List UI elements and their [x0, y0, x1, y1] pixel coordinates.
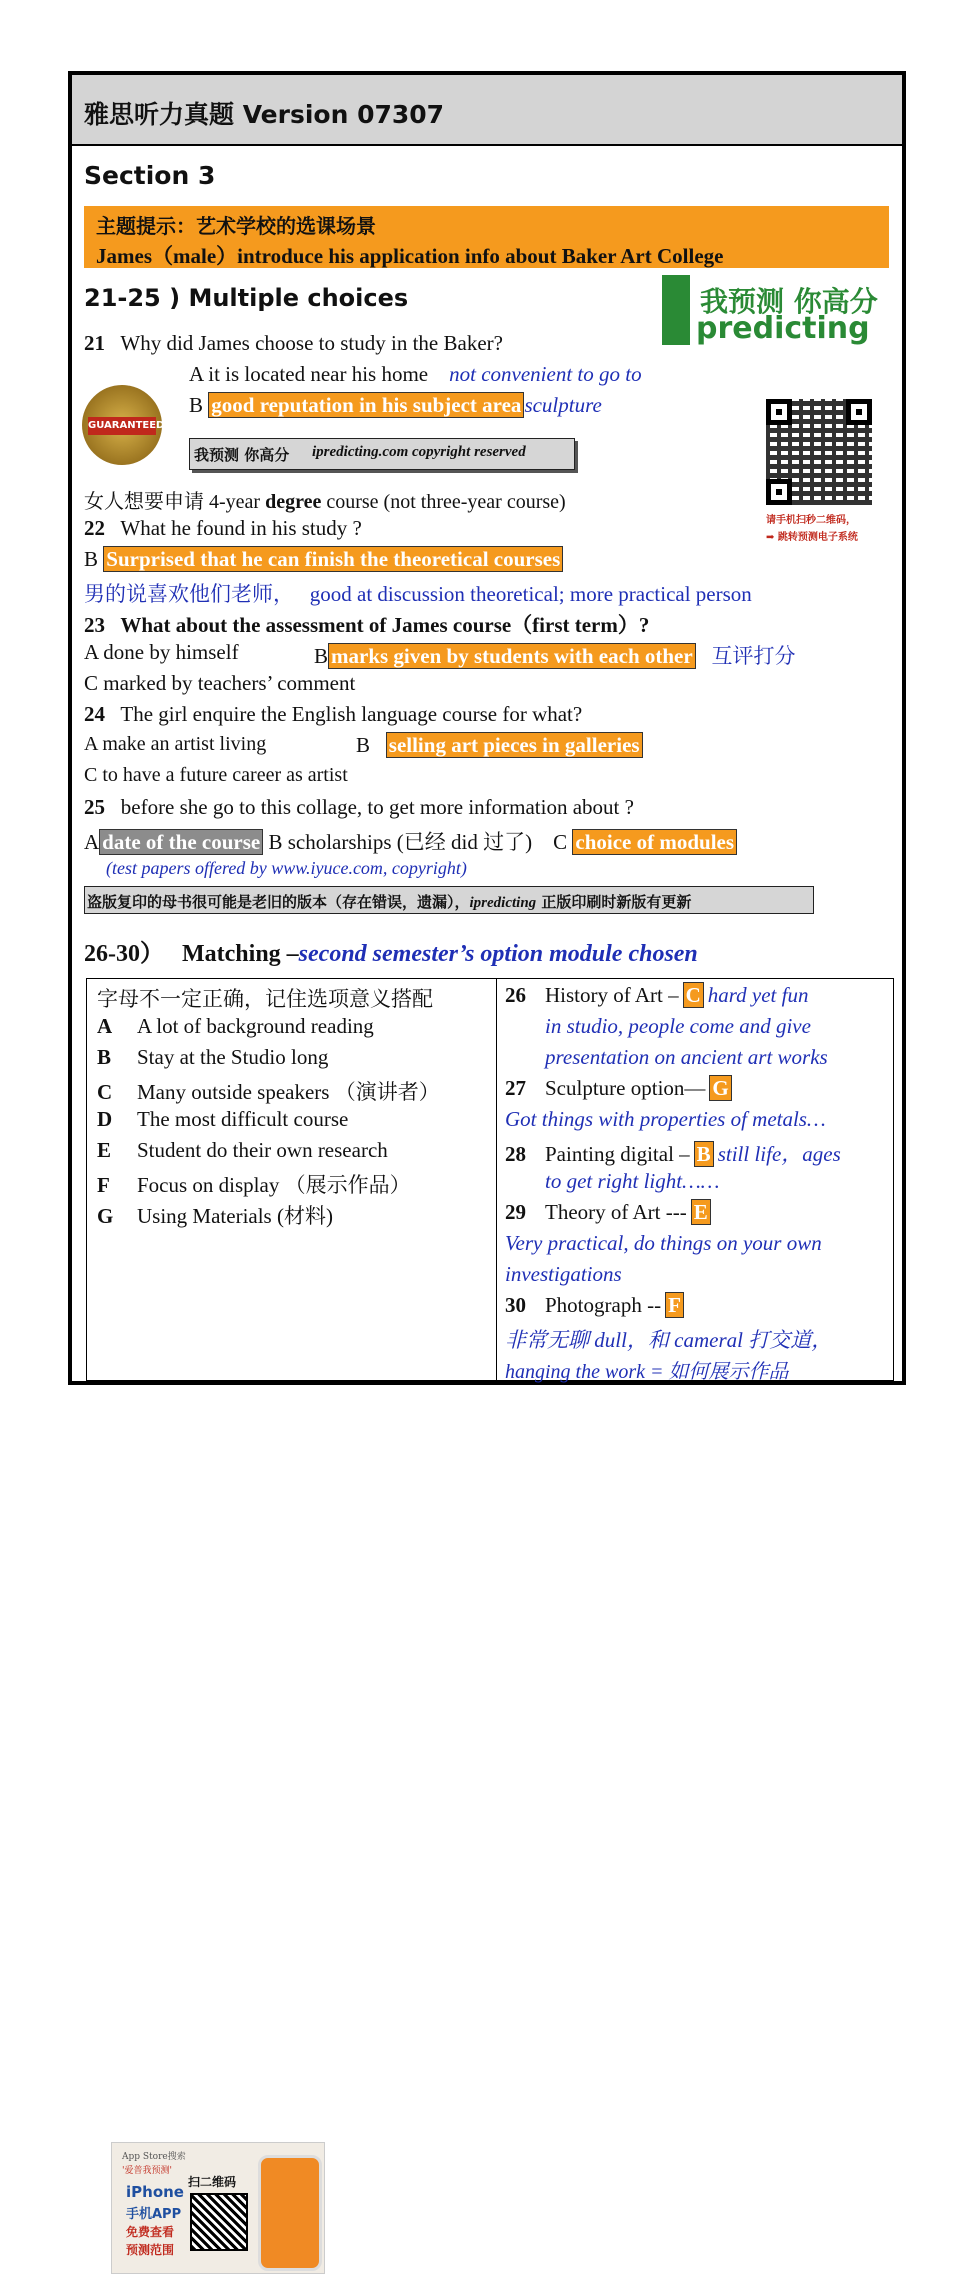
- q25-question: [84, 795, 634, 820]
- piracy-warning-part1: 盗版复印的母书很可能是老旧的版本（存在错误，遗漏），: [87, 893, 470, 911]
- option-item: [97, 1200, 333, 1230]
- q25-letter-a: A: [84, 830, 100, 854]
- q24-option-a: A make an artist living: [84, 733, 267, 755]
- topic-line-cn: 主题提示：艺术学校的选课场景: [96, 214, 376, 238]
- q27-answer: G: [709, 1075, 731, 1101]
- q24-text: The girl enquire the English language course for what?: [120, 702, 583, 726]
- q24-answer: selling art pieces in galleries: [386, 732, 643, 758]
- q23-option-c: C marked by teachers’ comment: [84, 671, 356, 695]
- degree-note-prefix: 女人想要申请 4-year: [84, 491, 266, 513]
- option-letter: B: [97, 1045, 112, 1069]
- piracy-warning-part2: 正版印刷时新版有更新: [536, 893, 692, 911]
- q21-letter-b: B: [189, 393, 204, 417]
- app-ad-free: 免费查看: [126, 2225, 175, 2239]
- q22-note-en: good at discussion theoretical; more practical person: [309, 582, 752, 606]
- piracy-warning-italic: ipredicting: [469, 895, 537, 911]
- option-letter: C: [97, 1080, 113, 1104]
- q23-number: 23: [84, 613, 105, 637]
- q30-label: Photograph --: [545, 1293, 662, 1317]
- degree-note-suffix: course (not three-year course): [321, 491, 566, 513]
- q23-letter-b: B: [314, 644, 329, 668]
- app-ad-qr-icon: [190, 2193, 248, 2251]
- q21-answer: good reputation in his subject area: [208, 392, 524, 418]
- part2-range: 26-30）: [84, 941, 164, 967]
- q27-label: Sculpture option—: [545, 1076, 706, 1100]
- degree-note-bold: degree: [265, 491, 322, 513]
- q25-option-b: B scholarships (已经 did 过了): [268, 830, 533, 854]
- option-item: [97, 1107, 348, 1132]
- q21-text: Why did James choose to study in the Baker?: [120, 331, 503, 355]
- q22-question: [84, 516, 362, 541]
- q26-number: 26: [505, 983, 526, 1007]
- q22-letter: B: [84, 547, 99, 571]
- option-letter: G: [97, 1204, 114, 1228]
- table-divider: [496, 979, 497, 1380]
- topic-banner: [84, 206, 889, 268]
- q25-text: before she go to this collage, to get more information about ?: [120, 795, 634, 819]
- q26-answer: C: [683, 982, 704, 1008]
- option-text: A lot of background reading: [137, 1014, 374, 1038]
- q29-label: Theory of Art ---: [545, 1200, 687, 1224]
- app-ad-iphone: iPhone: [126, 2183, 184, 2201]
- page-header: [72, 75, 902, 146]
- part2-title-text: Matching –: [182, 941, 299, 967]
- part1-title: 21-25 ) Multiple choices: [84, 284, 409, 312]
- option-letter: F: [97, 1173, 110, 1197]
- part2-subtitle: second semester’s option module chosen: [298, 941, 698, 967]
- q23-options-line: [84, 640, 239, 665]
- q25-options-line: [84, 826, 737, 856]
- q29-line: [505, 1200, 711, 1225]
- guarantee-badge-icon: [82, 385, 165, 465]
- q25-answer-c: choice of modules: [572, 829, 737, 855]
- topic-line-en: James（male）introduce his application info about Baker Art College: [96, 244, 724, 268]
- q25-number: 25: [84, 795, 105, 819]
- option-item: [97, 1045, 328, 1070]
- option-text: Focus on display （展示作品）: [137, 1173, 411, 1197]
- q21-option-a-text: A it is located near his home: [189, 362, 429, 386]
- matching-table: [86, 978, 894, 2257]
- app-ad-app: 手机APP: [126, 2207, 182, 2222]
- q23-answer: marks given by students with each other: [328, 643, 696, 669]
- q28-number: 28: [505, 1142, 526, 1166]
- option-text: Using Materials (材料): [137, 1204, 333, 1228]
- q23-text: What about the assessment of James course（first term）?: [120, 613, 650, 637]
- q27-note-1: Got things with properties of metals…: [505, 1107, 826, 1131]
- copyright-italic: ipredicting.com copyright reserved: [312, 444, 526, 460]
- q22-answer-line: [84, 547, 563, 572]
- q21-question: [84, 331, 503, 356]
- guarantee-badge-text: GUARANTEED: [88, 417, 156, 435]
- q22-number: 22: [84, 516, 105, 540]
- option-letter: A: [97, 1014, 113, 1038]
- q23-answer-line: [314, 640, 795, 670]
- piracy-warning-text: [87, 891, 691, 912]
- q26-note-3: presentation on ancient art works: [545, 1045, 828, 1069]
- option-item: [97, 1138, 388, 1163]
- logo-text: 我预测 你高分: [700, 285, 878, 318]
- option-letter: D: [97, 1107, 113, 1131]
- option-text: Stay at the Studio long: [137, 1045, 329, 1069]
- q29-note-1: Very practical, do things on your own: [505, 1231, 822, 1255]
- app-ad-scan: 扫二维码: [188, 2175, 237, 2189]
- q21-option-b: [189, 393, 602, 418]
- option-text: Many outside speakers （演讲者）: [137, 1080, 440, 1104]
- q25-letter-c: C: [553, 830, 568, 854]
- q22-note-cn: 男的说喜欢他们老师，: [84, 582, 294, 606]
- q25-source: (test papers offered by www.iyuce.com, copyright): [106, 858, 467, 878]
- q22-answer: Surprised that he can finish the theoretical courses: [103, 546, 563, 572]
- degree-note: [84, 485, 566, 514]
- qr-code-icon: [766, 399, 872, 505]
- q30-line: [505, 1293, 684, 1318]
- q28-note-1: still life，ages: [717, 1142, 841, 1166]
- q26-line: [505, 983, 808, 1008]
- page-title: 雅思听力真题 Version 07307: [84, 100, 445, 129]
- q27-number: 27: [505, 1076, 526, 1100]
- app-ad-range: 预测范围: [126, 2243, 175, 2257]
- q29-answer: E: [691, 1199, 711, 1225]
- worksheet-page: [68, 71, 906, 2257]
- q30-answer: F: [665, 1292, 684, 1318]
- q23-option-a: A done by himself: [84, 640, 239, 664]
- q21-note-a: not convenient to go to: [449, 362, 642, 386]
- app-ad-name: '爱普我预测': [122, 2166, 172, 2176]
- option-item: [97, 1076, 440, 1106]
- q26-label: History of Art –: [545, 983, 679, 1007]
- option-text: Student do their own research: [137, 1138, 388, 1162]
- q28-note-2: to get right light……: [545, 1169, 720, 1193]
- piracy-warning: [84, 886, 814, 914]
- q30-note-1: 非常无聊 dull，和 cameral 打交道，: [505, 1328, 833, 1352]
- app-advert: [111, 2142, 325, 2274]
- q24-letter-b: B: [356, 733, 371, 757]
- q25-answer-a: date of the course: [99, 829, 263, 855]
- q24-answer-line: [356, 733, 643, 758]
- q28-line: [505, 1138, 841, 1168]
- copyright-box: [189, 438, 575, 470]
- q30-number: 30: [505, 1293, 526, 1317]
- q30-note-2: hanging the work = 如何展示作品: [505, 1361, 789, 1383]
- q22-text: What he found in his study ?: [120, 516, 362, 540]
- q26-note-1: hard yet fun: [707, 983, 809, 1007]
- qr-caption-2: ➡ 跳转预测电子系统: [766, 532, 858, 543]
- copyright-bold: 我预测 你高分: [194, 446, 290, 464]
- option-item: [97, 1169, 411, 1199]
- q23-question: [84, 609, 649, 639]
- app-ad-store: App Store搜索: [122, 2152, 186, 2162]
- qr-caption-1: 请手机扫秒二维码，: [766, 515, 856, 526]
- q22-note: [84, 578, 752, 608]
- q24-number: 24: [84, 702, 105, 726]
- logo-i-icon: [662, 275, 690, 345]
- q21-number: 21: [84, 331, 105, 355]
- q24-question: [84, 702, 582, 727]
- qr-caption-2-text: 跳转预测电子系统: [777, 532, 858, 543]
- q21-option-a: [189, 362, 642, 387]
- part2-title: [84, 933, 698, 968]
- option-letter: E: [97, 1138, 112, 1162]
- q29-number: 29: [505, 1200, 526, 1224]
- option-text: The most difficult course: [137, 1107, 349, 1131]
- q28-label: Painting digital –: [545, 1142, 690, 1166]
- option-item: [97, 1014, 374, 1039]
- section-title: Section 3: [84, 161, 216, 190]
- phone-icon: [258, 2155, 322, 2271]
- q24-option-c: C to have a future career as artist: [84, 764, 348, 786]
- logo-brand: predicting: [696, 311, 870, 346]
- options-hint: 字母不一定正确，记住选项意义搭配: [97, 987, 433, 1011]
- q27-line: [505, 1076, 732, 1101]
- q26-note-2: in studio, people come and give: [545, 1014, 811, 1038]
- q28-answer: B: [694, 1141, 714, 1167]
- q23-note: 互评打分: [711, 644, 796, 668]
- q21-note-b: sculpture: [524, 393, 602, 417]
- q29-note-2: investigations: [505, 1262, 622, 1286]
